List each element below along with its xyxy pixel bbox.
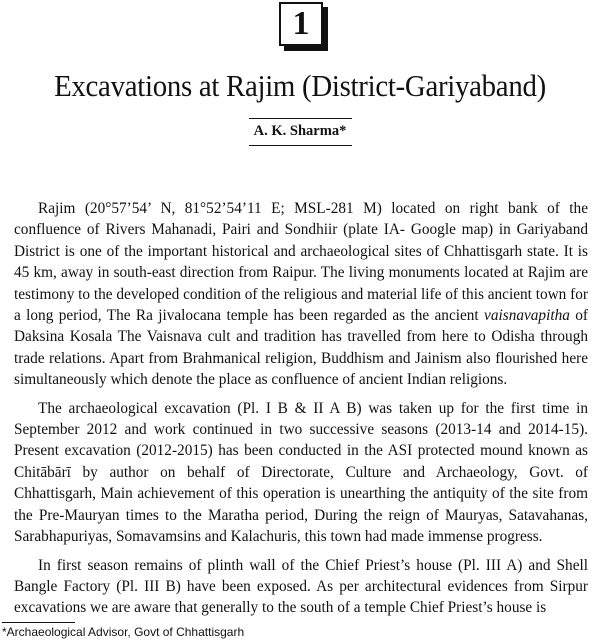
chapter-number-box xyxy=(279,2,323,46)
footnote: *Archaeological Advisor, Govt of Chhattisgarh xyxy=(2,625,245,639)
paragraph-1-text-b: of Daksina Kosala The Vaisnava cult and tradition has travelled from here to Odisha through trade relations. Apart from Brahmanical religion, Buddhism and Jainism also flourished here simultaneously which denote the place as confluence of ancient Indian religions. xyxy=(14,307,588,389)
author-name: A. K. Sharma* xyxy=(253,123,347,139)
chapter-title: Excavations at Rajim (District-Gariyaband) xyxy=(54,68,546,103)
body-text xyxy=(14,198,588,626)
paragraph-1-italic-term: vaisnavapitha xyxy=(484,307,570,325)
paragraph-3: In first season remains of plinth wall of the Chief Priest’s house (Pl. III A) and Shell Bangle Factory (Pl. III B) have been exposed. As per architectural evidences from Sirpur excavations we are aware that generally to the south of a temple Chief Priest’s house is xyxy=(14,556,588,617)
chapter-number: 1 xyxy=(292,5,310,42)
paragraph-1-text-a: Rajim (20°57’54’ N, 81°52’54’11 E; MSL-281 M) located on right bank of the confluence of Rivers Mahanadi, Pairi and Sondhiir (plate IA- Google map) in Gariyaband District is one of the important historical and archaeological sites of Chhattisgarh state. It is 45 km, away in south-east direction from Raipur. The living monuments located at Rajim are testimony to the developed condition of the religious and material life of this ancient town for a long period, The Ra jivalocana temple has been regarded as the ancient xyxy=(14,200,588,325)
paragraph-2: The archaeological excavation (Pl. I B & II A B) was taken up for the first time in September 2012 and work continued in two successive seasons (2013-14 and 2014-15). Present excavation (2012-2015) has been conducted in the ASI protected mound known as Chitābārī by author on behalf of Directorate, Culture and Archaeology, Govt. of Chhattisgarh, Main achievement of this operation is unearthing the antiquity of the site from the Pre-Mauryan times to the Maratha period, During the reign of Mauryas, Satavahanas, Sarabhapuriyas, Somavamsins and Kalachuris, this town had made immense progress. xyxy=(14,399,588,546)
author-rule-bottom xyxy=(249,145,352,146)
paragraph-1 xyxy=(14,198,588,391)
author-rule-top xyxy=(249,118,352,119)
footnote-rule xyxy=(2,622,75,623)
